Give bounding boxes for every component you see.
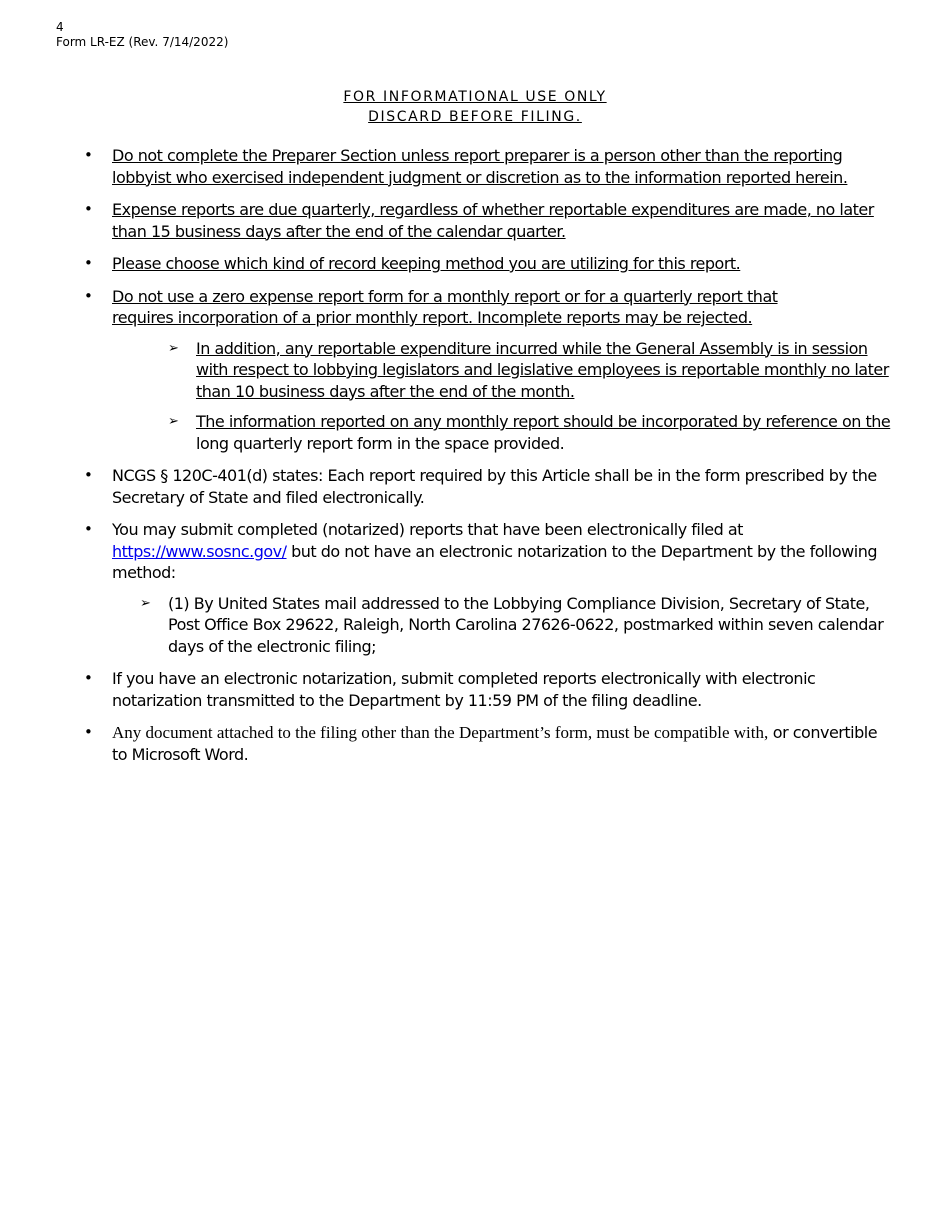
bullet-icon: • bbox=[84, 146, 93, 164]
bullet-text-continued: but do not have an electronic notarization to the Department by the following method: bbox=[112, 541, 877, 582]
page-heading bbox=[0, 87, 950, 127]
arrow-bullet-icon: ➢ bbox=[140, 595, 151, 611]
list-item bbox=[84, 199, 892, 242]
list-item bbox=[84, 253, 892, 275]
heading-line-2: DISCARD BEFORE FILING. bbox=[368, 109, 582, 125]
bullet-icon: • bbox=[84, 286, 93, 305]
list-item bbox=[84, 465, 892, 508]
bullet-icon: • bbox=[84, 200, 93, 218]
sosnc-link[interactable]: https://www.sosnc.gov/ bbox=[112, 541, 287, 561]
sub-bullet-text: long quarterly report form in the space provided. bbox=[196, 433, 565, 453]
sub-list-item bbox=[140, 593, 893, 658]
bullet-text: or convertible to Microsoft Word. bbox=[112, 723, 878, 764]
list-item bbox=[84, 145, 892, 188]
list-item bbox=[84, 286, 842, 329]
bullet-text: Do not complete the Preparer Section unless report preparer is a person other than the reporting lobbyist who exercised independent judgment or discretion as to the information reported herein. bbox=[112, 146, 848, 187]
arrow-bullet-icon: ➢ bbox=[168, 340, 179, 356]
form-id: Form LR-EZ (Rev. 7/14/2022) bbox=[56, 35, 229, 49]
sub-bullet-text-underlined: The information reported on any monthly report should be incorporated by reference on the bbox=[196, 412, 891, 431]
bullet-icon: • bbox=[84, 254, 93, 272]
bullet-text: Do not use a zero expense report form for a monthly report or for a quarterly report that requires incorporation of a prior monthly report. Incomplete reports may be rejected. bbox=[112, 286, 778, 327]
sub-list-item bbox=[168, 411, 891, 454]
instructions-list bbox=[0, 145, 950, 765]
bullet-text: If you have an electronic notarization, submit completed reports electronically with electronic notarization transmitted to the Department by 11:59 PM of the filing deadline. bbox=[112, 669, 816, 710]
list-item bbox=[84, 722, 892, 765]
heading-line-1: FOR INFORMATIONAL USE ONLY bbox=[343, 89, 607, 105]
bullet-text: NCGS § 120C-401(d) states: Each report required by this Article shall be in the form prescribed by the Secretary of State and filed electronically. bbox=[112, 466, 877, 507]
bullet-text: Please choose which kind of record keeping method you are utilizing for this report. bbox=[112, 254, 741, 273]
sub-bullet-text: (1) By United States mail addressed to the Lobbying Compliance Division, Secretary of State, Post Office Box 29622, Raleigh, North Carolina 27626-0622, postmarked within seven calendar days of the electronic filing; bbox=[168, 593, 884, 656]
bullet-icon: • bbox=[84, 466, 93, 484]
bullet-text-serif: Any document attached to the filing other than the Department’s form, must be compatible with, bbox=[112, 723, 769, 742]
bullet-icon: • bbox=[84, 520, 93, 538]
bullet-icon: • bbox=[84, 723, 93, 741]
sub-list-item bbox=[168, 338, 891, 403]
bullet-icon: • bbox=[84, 669, 93, 687]
bullet-text: You may submit completed (notarized) reports that have been electronically filed at bbox=[112, 520, 743, 539]
sub-bullet-text: In addition, any reportable expenditure incurred while the General Assembly is in session with respect to lobbying legislators and legislative employees is reportable monthly no later than 10 business days after the end of the month. bbox=[196, 338, 889, 401]
arrow-bullet-icon: ➢ bbox=[168, 414, 179, 429]
page-number: 4 bbox=[56, 20, 64, 34]
bullet-text: Expense reports are due quarterly, regardless of whether reportable expenditures are made, no later than 15 business days after the end of the calendar quarter. bbox=[112, 200, 874, 241]
list-item bbox=[84, 668, 852, 711]
list-item bbox=[84, 519, 892, 584]
